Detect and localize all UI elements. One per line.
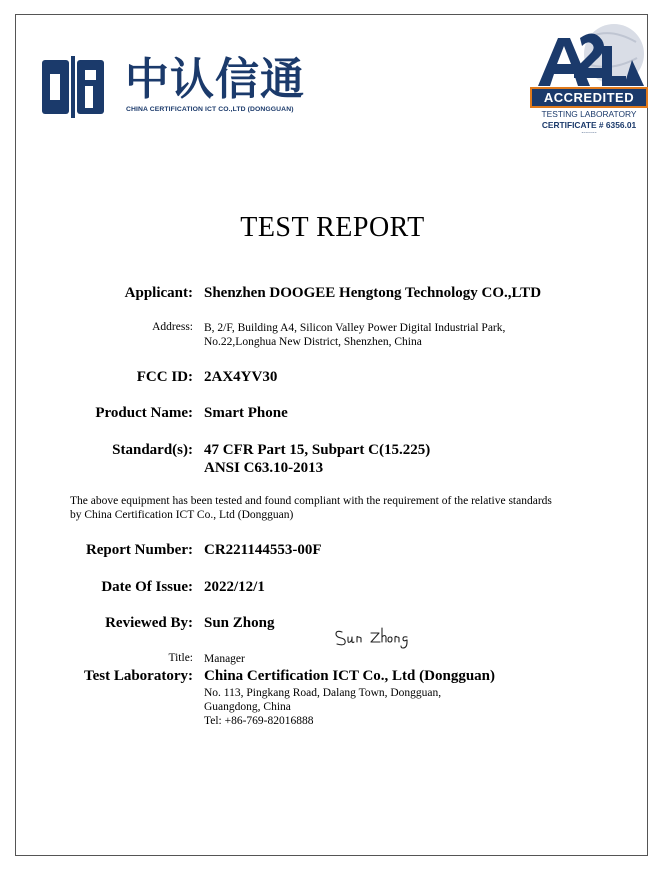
address-line-1: B, 2/F, Building A4, Silicon Valley Power Digital Industrial Park, (204, 322, 506, 334)
reviewed-by-label: Reviewed By: (105, 615, 193, 631)
fcc-id-value: 2AX4YV30 (204, 369, 278, 385)
product-name-label: Product Name: (95, 405, 193, 421)
badge-lab-text: TESTING LABORATORY (541, 109, 637, 119)
reviewed-by-value: Sun Zhong (204, 615, 275, 631)
standards-label: Standard(s): (112, 442, 193, 458)
test-laboratory-label: Test Laboratory: (83, 668, 193, 684)
reviewer-signature (333, 624, 413, 650)
test-laboratory-name: China Certification ICT Co., Ltd (Dongguan) (204, 668, 495, 684)
accredited-banner: ACCREDITED (530, 87, 648, 108)
statement-line-2: by China Certification ICT Co., Ltd (Dongguan) (70, 509, 294, 521)
statement-line-1: The above equipment has been tested and found compliant with the requirement of the relative standards (70, 495, 552, 507)
report-number-value: CR221144553-00F (204, 542, 322, 558)
company-logo-english: CHINA CERTIFICATION ICT CO.,LTD (DONGGUAN) (126, 106, 294, 113)
title-value: Manager (204, 653, 245, 665)
badge-dots: ........ (581, 128, 597, 135)
applicant-value: Shenzhen DOOGEE Hengtong Technology CO.,LTD (204, 285, 542, 301)
a2la-badge (528, 24, 650, 136)
address-label: Address: (152, 321, 193, 333)
title-label: Title: (168, 652, 193, 664)
page-border (15, 14, 648, 856)
report-number-label: Report Number: (85, 542, 193, 558)
applicant-label: Applicant: (124, 285, 193, 301)
standards-line-1: 47 CFR Part 15, Subpart C(15.225) (204, 442, 431, 458)
company-logo-icon (42, 56, 104, 118)
standards-line-2: ANSI C63.10-2013 (204, 460, 324, 476)
date-of-issue-label: Date Of Issue: (101, 579, 193, 595)
compliance-statement (70, 494, 610, 522)
test-laboratory-address-2: Guangdong, China (204, 701, 291, 713)
company-logo-chinese: 中认信通 (125, 54, 305, 105)
test-laboratory-address-1: No. 113, Pingkang Road, Dalang Town, Dongguan, (204, 687, 442, 699)
address-line-2: No.22,Longhua New District, Shenzhen, China (204, 336, 422, 348)
product-name-value: Smart Phone (204, 405, 288, 421)
report-title: TEST REPORT (240, 212, 425, 243)
date-of-issue-value: 2022/12/1 (204, 579, 265, 595)
a2la-logo-icon (532, 24, 644, 88)
test-laboratory-phone: Tel: +86-769-82016888 (204, 715, 314, 727)
fcc-id-label: FCC ID: (136, 369, 193, 385)
badge-certificate-number: CERTIFICATE # 6356.01 (541, 120, 637, 130)
